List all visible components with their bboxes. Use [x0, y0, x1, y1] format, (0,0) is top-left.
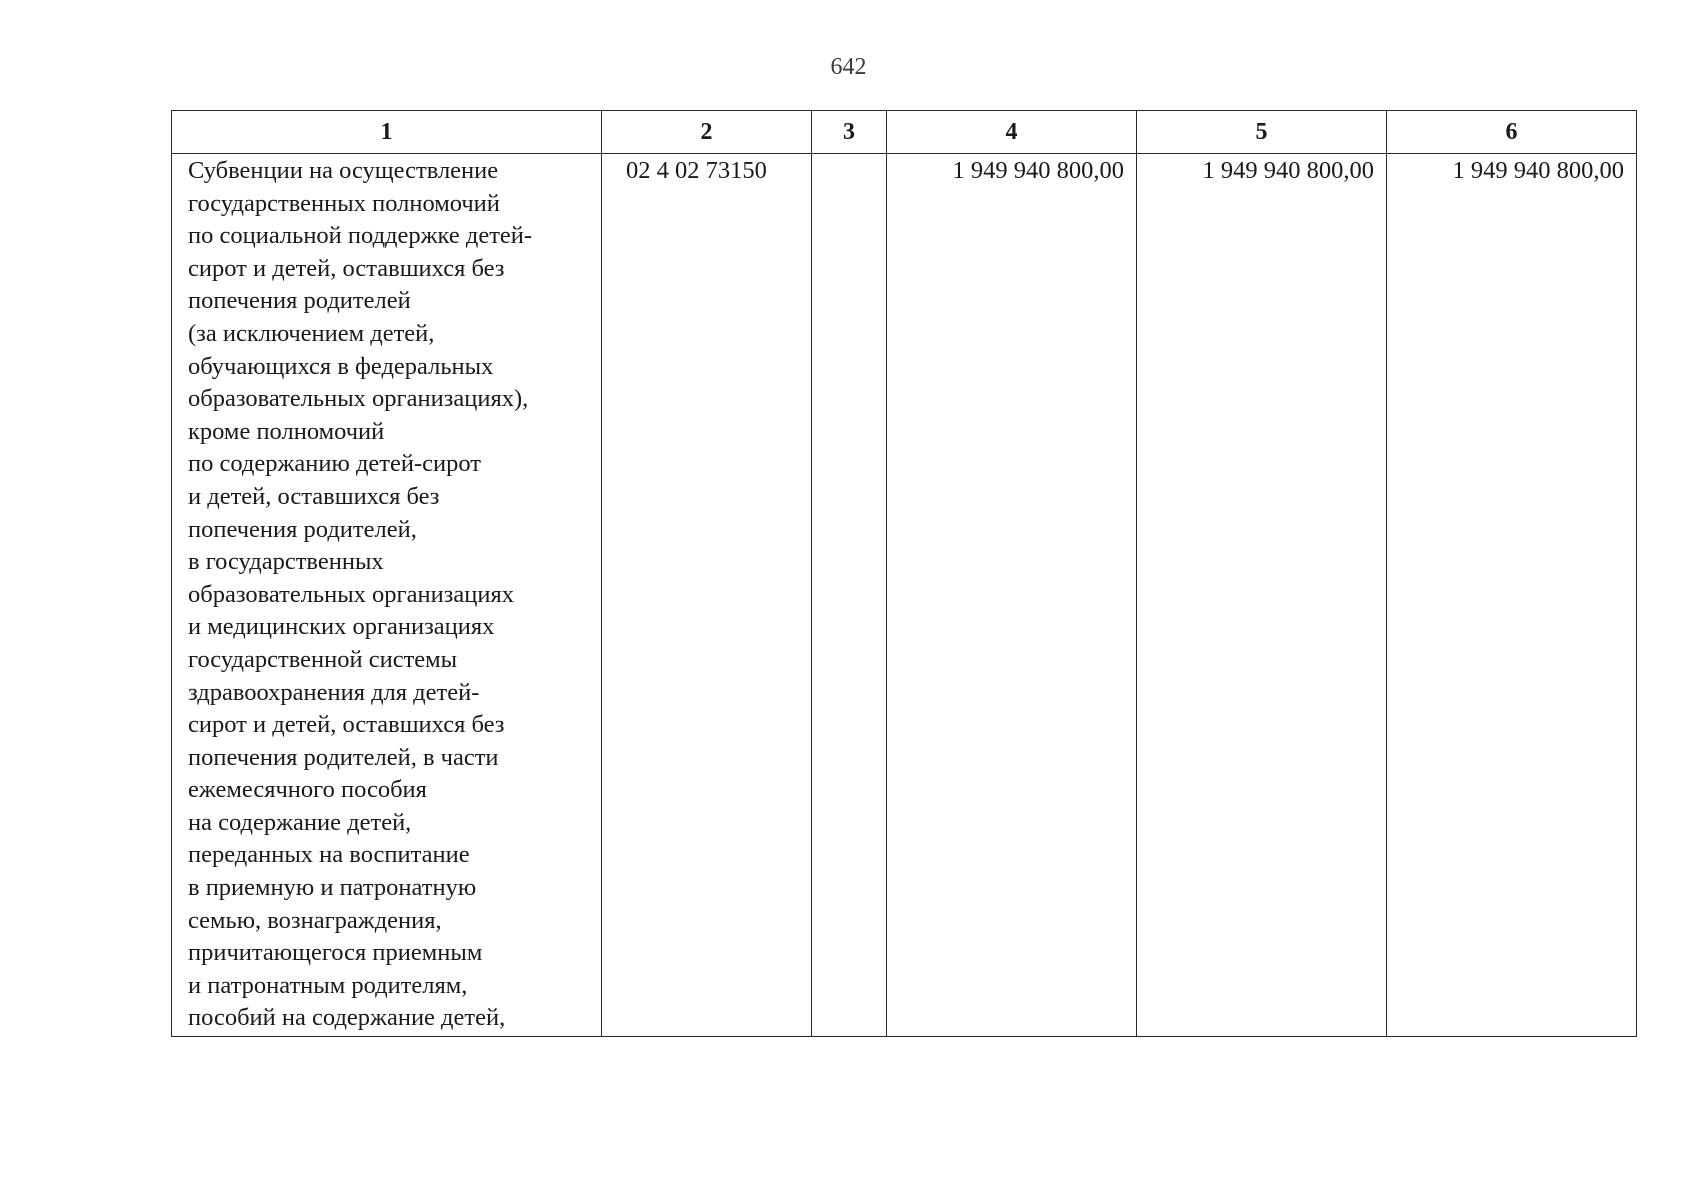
row-amount-col6: 1 949 940 800,00	[1387, 154, 1637, 1037]
column-header-3: 3	[812, 111, 887, 154]
budget-table	[171, 110, 1637, 1037]
column-header-2: 2	[602, 111, 812, 154]
column-header-5: 5	[1137, 111, 1387, 154]
row-budget-code: 02 4 02 73150	[602, 154, 812, 1037]
row-col3-value	[812, 154, 887, 1037]
row-amount-col4: 1 949 940 800,00	[887, 154, 1137, 1037]
column-header-6: 6	[1387, 111, 1637, 154]
column-header-1: 1	[172, 111, 602, 154]
table-header-row	[172, 111, 1637, 154]
table-row	[172, 154, 1637, 1037]
row-description: Субвенции на осуществление государственных полномочий по социальной поддержке детей- сирот и детей, оставшихся без попечения родителей (за исключением детей, обучающихся в федеральных образовательных организациях), кроме полномочий по содержанию детей-сирот и детей, оставшихся без попечения родителей, в государственных образовательных организациях и медицинских организациях государственной системы здравоохранения для детей- сирот и детей, оставшихся без попечения родителей, в части ежемесячного пособия на содержание детей, переданных на воспитание в приемную и патронатную семью, вознаграждения, причитающегося приемным и патронатным родителям, пособий на содержание детей,	[172, 154, 602, 1037]
row-amount-col5: 1 949 940 800,00	[1137, 154, 1387, 1037]
column-header-4: 4	[887, 111, 1137, 154]
page-number: 642	[830, 54, 867, 80]
